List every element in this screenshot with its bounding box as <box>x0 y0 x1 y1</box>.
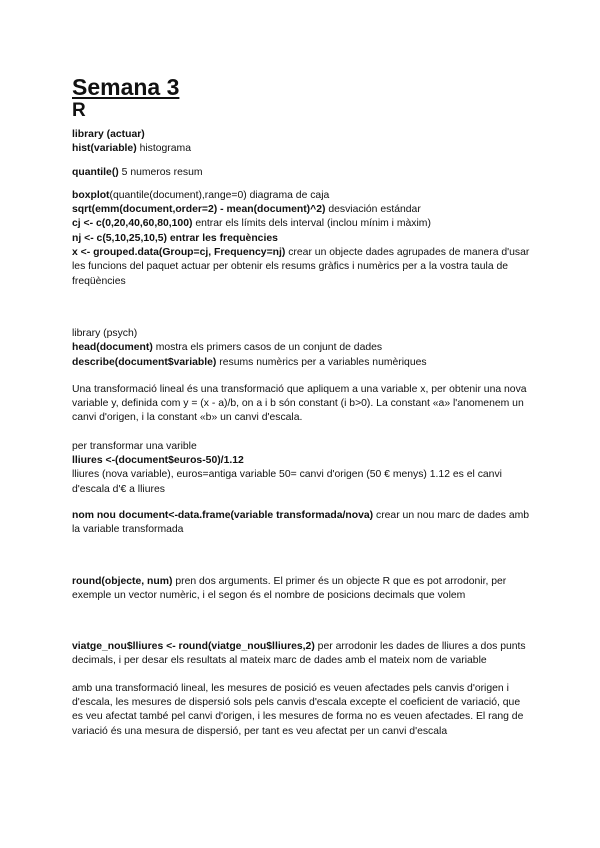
code: boxplot <box>72 189 110 201</box>
text: entrar els límits dels interval (inclou mínim i màxim) <box>192 218 431 230</box>
line-describe <box>72 356 532 370</box>
text: 5 numeros resum <box>118 166 203 178</box>
code: library (actuar) <box>72 129 145 140</box>
text: mostra els primers casos de un conjunt de dades <box>152 342 383 354</box>
text: desviación estándar <box>325 204 421 216</box>
text: crear un objecte dades agrupades de manera d'usar les funcions del paquet actuar per obtenir els resums gràfics i numèrics per a la vostra taula de freqüències <box>72 247 530 287</box>
code: quantile() <box>72 166 119 178</box>
section-heading: R <box>72 100 86 121</box>
text: per arrodonir les dades de lliures a dos punts decimals, i per desar els resultats al mateix marc de dades amb el mateix nom de variable <box>72 641 526 667</box>
code: sqrt(emm(document,order=2) - mean(document)^2) <box>72 204 326 216</box>
code: round(objecte, num) <box>72 575 173 587</box>
line-head <box>72 341 532 355</box>
text: histograma <box>136 143 191 155</box>
line-data-frame <box>72 509 532 538</box>
line-cj <box>72 217 532 231</box>
text: crear un nou marc de dades amb la variable transformada <box>72 509 530 536</box>
line-lliures-code <box>72 454 532 468</box>
code: nom nou document<-data.frame(variable transformada/nova) <box>72 509 374 521</box>
line-nj <box>72 232 532 246</box>
code: x <- grouped.data(Group=cj, Frequency=nj) <box>72 247 286 259</box>
text: resums numèrics per a variables numèriques <box>216 356 427 368</box>
line-boxplot <box>72 189 532 203</box>
line-hist <box>72 142 532 156</box>
code: nj <- c(5,10,25,10,5) entrar les frequències <box>72 232 278 244</box>
text: (quantile(document),range=0) diagrama de caja <box>109 189 330 201</box>
code: describe(document$variable) <box>72 356 217 368</box>
line-library-actuar <box>72 128 532 142</box>
code: lliures <-(document$euros-50)/1.12 <box>72 455 244 467</box>
line-quantile <box>72 166 532 180</box>
paragraph-linear-transformation: Una transformació lineal és una transformació que apliquem a una variable x, per obtenir una nova variable y, definida com y = (x - a)/b, on a i b són constant (i b>0). La constant «a» l'anomenem un canvi d'origen, i la constant «b» un canvi d'escala. <box>72 383 527 424</box>
line-sqrt <box>72 203 532 217</box>
line-transform-intro: per transformar una varible <box>72 440 197 452</box>
line-round-example <box>72 640 532 669</box>
line-grouped-data <box>72 246 532 289</box>
document-page <box>72 74 532 739</box>
line-lliures-explanation: lliures (nova variable), euros=antiga variable 50= canvi d'origen (50 € menys) 1.12 es el canvi d'escala d'€ a lliures <box>72 469 502 495</box>
line-round <box>72 575 532 604</box>
text: pren dos arguments. El primer és un objecte R que es pot arrodonir, per exemple un vector numèric, i el segon és el nombre de posicions decimals que volem <box>72 575 507 601</box>
code: cj <- c(0,20,40,60,80,100) <box>72 218 193 230</box>
page-title: Semana 3 <box>72 74 180 100</box>
code: head(document) <box>72 342 153 354</box>
line-library-psych: library (psych) <box>72 327 138 339</box>
code: viatge_nou$lliures <- round(viatge_nou$lliures,2) <box>72 641 315 653</box>
code: hist(variable) <box>72 143 137 155</box>
paragraph-effects: amb una transformació lineal, les mesures de posició es veuen afectades pels canvis d'origen i d'escala, les mesures de dispersió sols pels canvis d'escala excepte el coeficient de variació, que es veu afectat també pel canvi d'origen, i les mesures de forma no es veuen afectades. El rang de variació és una mesura de dispersió, per tant es veu afectat per un canvi d'escala <box>72 682 524 737</box>
